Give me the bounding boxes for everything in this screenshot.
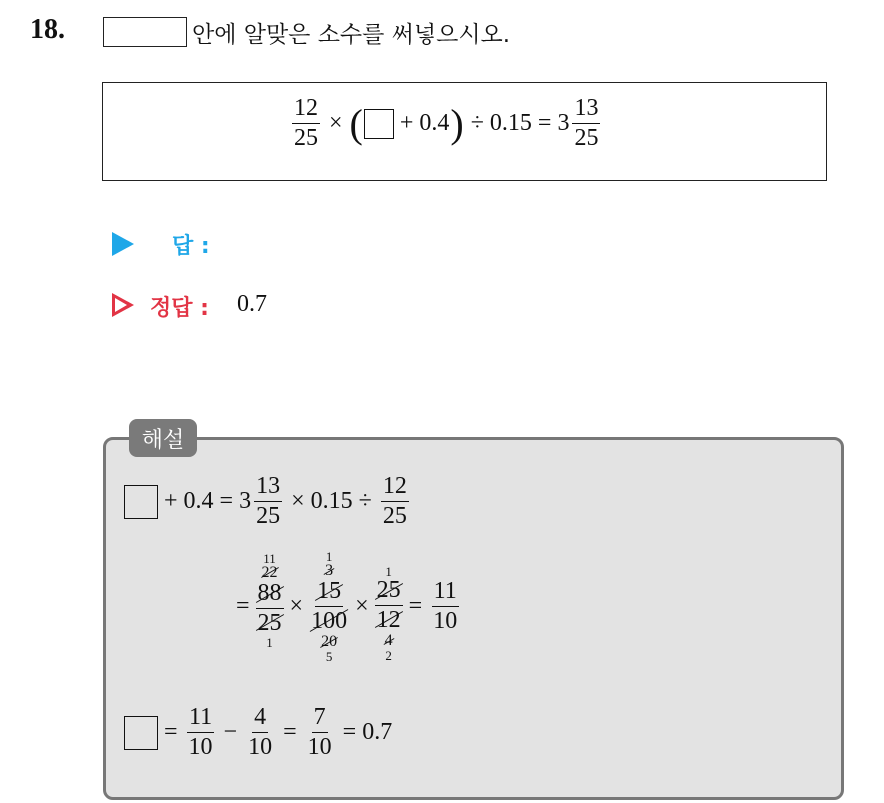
unknown-box xyxy=(364,109,394,139)
explanation-line-1: + 0.4 = 3 $\frac{13}{25}$ × 0.15 ÷ $\frac{12}{25}$ xyxy=(124,474,412,529)
fraction: $\frac{4}{10}$ xyxy=(248,704,273,761)
answer-label: 답 : xyxy=(172,234,210,259)
correct-marker-icon xyxy=(112,293,134,317)
problem-equation: $\frac{12}{25}$ × ( + 0.4 ) ÷ 0.15 = 3 $\frac{13}{25}$ xyxy=(294,95,599,152)
cancelled-fraction-b: 1 3 $\frac{15}{100}$ 20 5 xyxy=(311,549,348,665)
cancelled-fraction-c: 1 $\frac{25}{12}$ 4 2 xyxy=(376,563,401,663)
fraction: $\frac{11}{10}$ xyxy=(188,704,213,761)
unknown-box xyxy=(124,485,158,519)
cancelled-fraction-a: 11 22 $\frac{88}{25}$ 1 xyxy=(257,550,282,650)
explanation-tag: 해설 xyxy=(129,419,197,457)
fraction: $\frac{12}{25}$ xyxy=(294,95,318,152)
fraction: $\frac{7}{10}$ xyxy=(307,704,332,761)
explanation-line-2: = 11 22 $\frac{88}{25}$ 1 × 1 3 $\frac{15}{100}$ 20 5 × 1 $\frac{25}{12}$ 4 2 = $\frac{11}{10}$ xyxy=(236,549,458,665)
correct-answer-value: 0.7 xyxy=(237,291,267,317)
equation-box xyxy=(102,82,827,181)
answer-marker-icon xyxy=(112,232,134,256)
correct-answer-label: 정답 : xyxy=(150,296,209,321)
fraction: $\frac{13}{25}$ xyxy=(256,473,281,530)
fraction: $\frac{11}{10}$ xyxy=(433,578,458,635)
question-instruction: 안에 알맞은 소수를 써넣으시오. xyxy=(192,22,511,48)
fraction: $\frac{12}{25}$ xyxy=(382,473,407,530)
explanation-line-3: = $\frac{11}{10}$ − $\frac{4}{10}$ = $\frac{7}{10}$ = 0.7 xyxy=(124,705,392,760)
answer-blank-box xyxy=(103,17,187,47)
unknown-box xyxy=(124,716,158,750)
fraction: $\frac{13}{25}$ xyxy=(574,95,599,152)
question-number: 18. xyxy=(30,14,65,45)
